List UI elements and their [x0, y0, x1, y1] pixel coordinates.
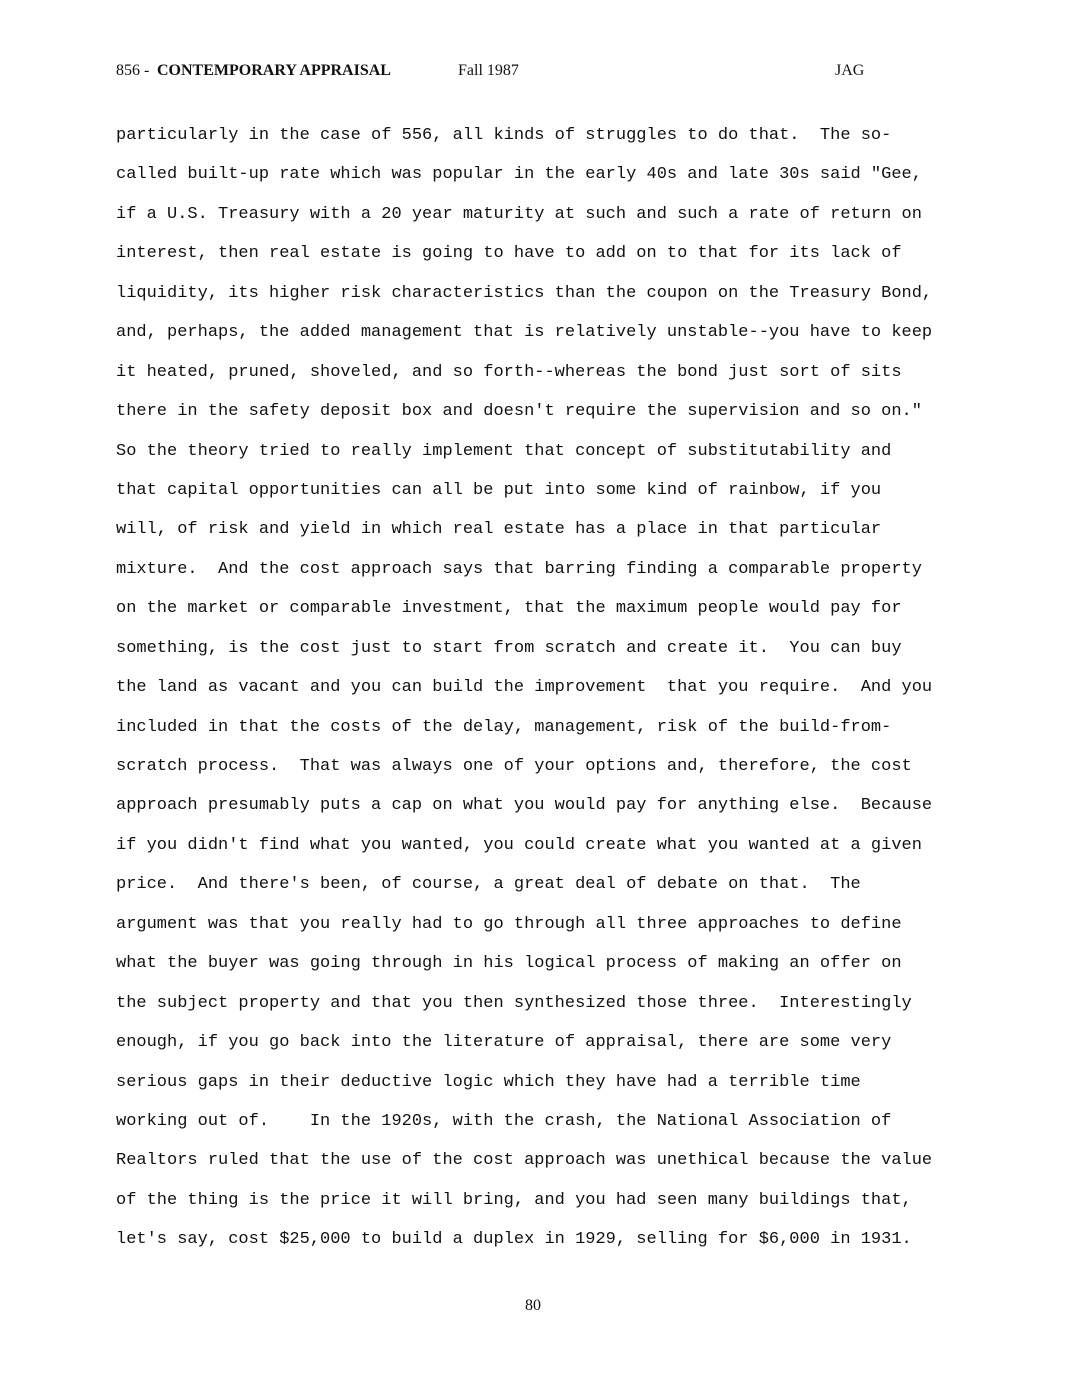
- text-line: interest, then real estate is going to have to add on to that for its lack of: [116, 244, 902, 264]
- text-line: working out of. In the 1920s, with the crash, the National Association of: [116, 1111, 892, 1131]
- author-initials: JAG: [835, 62, 865, 79]
- page-number: 80: [525, 1297, 541, 1314]
- text-line: particularly in the case of 556, all kinds of struggles to do that. The so-: [116, 126, 892, 145]
- page-header: [116, 62, 876, 86]
- course-title: CONTEMPORARY APPRAISAL: [157, 62, 391, 79]
- text-line: mixture. And the cost approach says that barring finding a comparable property: [116, 559, 922, 579]
- text-line: if a U.S. Treasury with a 20 year maturity at such and such a rate of return on: [116, 204, 922, 224]
- text-line: what the buyer was going through in his logical process of making an offer on: [116, 954, 902, 974]
- text-line: the subject property and that you then synthesized those three. Interestingly: [116, 993, 912, 1013]
- text-line: if you didn't find what you wanted, you could create what you wanted at a given: [116, 835, 922, 855]
- course-number: 856 -: [116, 62, 150, 79]
- text-line: So the theory tried to really implement that concept of substitutability and: [116, 441, 892, 461]
- text-line: there in the safety deposit box and doesn't require the supervision and so on.": [116, 402, 922, 422]
- text-line: approach presumably puts a cap on what you would pay for anything else. Because: [116, 796, 933, 816]
- transcript-body: [116, 122, 956, 1266]
- term-label: Fall 1987: [458, 62, 519, 79]
- text-line: price. And there's been, of course, a great deal of debate on that. The: [116, 875, 861, 895]
- text-line: something, is the cost just to start from scratch and create it. You can buy: [116, 638, 902, 658]
- text-line: it heated, pruned, shoveled, and so forth--whereas the bond just sort of sits: [116, 362, 902, 382]
- text-line: argument was that you really had to go through all three approaches to define: [116, 914, 902, 934]
- text-line: that capital opportunities can all be put into some kind of rainbow, if you: [116, 480, 882, 500]
- text-line: liquidity, its higher risk characteristics than the coupon on the Treasury Bond,: [116, 283, 933, 303]
- text-line: on the market or comparable investment, that the maximum people would pay for: [116, 599, 902, 619]
- text-line: included in that the costs of the delay, management, risk of the build-from-: [116, 717, 892, 737]
- text-line: called built-up rate which was popular in the early 40s and late 30s said "Gee,: [116, 165, 922, 185]
- text-line: Realtors ruled that the use of the cost approach was unethical because the value: [116, 1151, 933, 1171]
- text-line: and, perhaps, the added management that is relatively unstable--you have to keep: [116, 323, 933, 343]
- text-line: the land as vacant and you can build the improvement that you require. And you: [116, 678, 933, 698]
- text-line: enough, if you go back into the literature of appraisal, there are some very: [116, 1033, 892, 1053]
- text-line: of the thing is the price it will bring, and you had seen many buildings that,: [116, 1190, 912, 1210]
- text-line: let's say, cost $25,000 to build a duplex in 1929, selling for $6,000 in 1931.: [116, 1230, 912, 1250]
- text-line: serious gaps in their deductive logic which they have had a terrible time: [116, 1072, 861, 1092]
- text-line: scratch process. That was always one of your options and, therefore, the cost: [116, 757, 912, 776]
- text-line: will, of risk and yield in which real estate has a place in that particular: [116, 520, 882, 540]
